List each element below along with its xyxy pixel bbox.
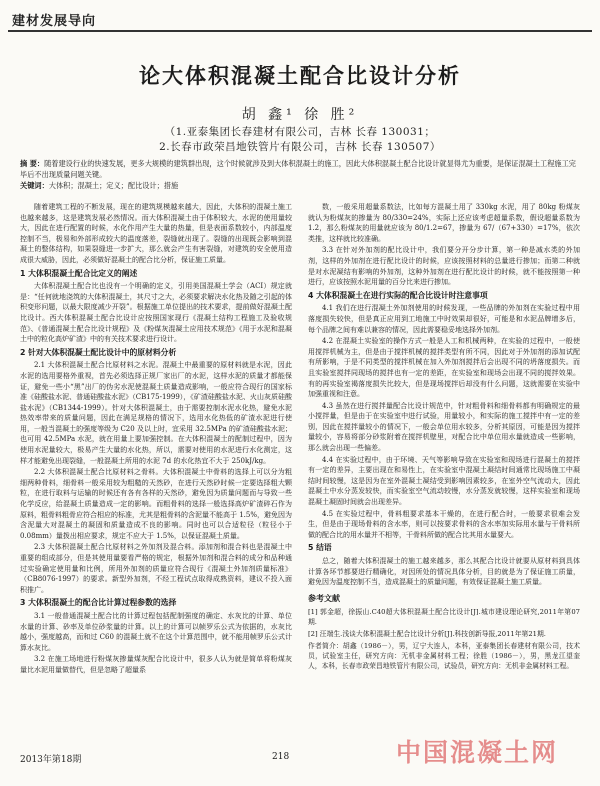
journal-tag: 建材发展导向 [12,14,97,29]
references-heading: 参考文献 [308,593,340,603]
body-paragraph: 3.2 在施工场地进行粉煤灰掺量煤灰配合比设计中，很多人认为就是简单将粉煤灰量比水泥用量做替代，但是忽略了超量系 [20,655,292,674]
issue-label: 2013年第18期 [20,755,82,765]
body-paragraph: 随着建筑工程的不断发展，现在的建筑规模越来越大，因此，大体积的混凝土施工也越来越多，这是建筑发展必然情况。而大体积混凝土由于体积较大，水泥的使用量较大，因此在进行配置的时候，水化作用产生大量的热量，但是表面系数较小，内部温度控制不当，极易和外部形成较大的温度落差，裂缝就出现了。裂缝的出现既会影响到混凝土的整体结构，如果裂缝进一步扩大，那么就会产生有害裂缝，对建筑的安全使用造成很大威胁，因此，必须做好混凝土的配合比分析，保证施工质量。 [20,203,292,264]
body-paragraph: 3.1 一般普通混凝土配合比的计算过程包括配制强度的确定、水灰比的计算、单位水量的计算、砂率及单位砂浆量的计算。以上的计算可以帧罗乐公式为依据的，水灰比越小，强度越高，而和过 C60 的混凝土就不在这个计算范围中，就不能用帧罗乐公式计算水灰比。 [20,611,292,652]
section-heading: 1 大体积混凝土配合比定义的阐述 [20,268,138,278]
reference-item: [2] 汪端生.浅谈大体积混凝土配合比设计分析[J].科技创新导报,2011年第21期. [308,630,546,639]
body-paragraph: 大体积混凝土配合比也没有一个明确的定义，引用美国混凝土学会（ACI）规定就是：“任何就地浇筑的大体积混凝土，其尺寸之大，必须要求解决水化热及随之引起的体积变形问题，以最大限度减少开裂”。根据施工单位提出的技术要求，提前做好混凝土配比设计。西大体积混凝土配合比设计应按照国家现行《混凝土结构工程施工及验收规范》、《普通混凝土配合比设计规程》及《粉煤灰混凝土应用技术规范》《用于水泥和混凝土中的粒化高炉矿渣》中的有关技术要求进行设计。 [20,282,292,344]
keywords-line [20,180,580,191]
abstract-line [20,158,580,180]
body-paragraph: 4.4 在实验过程中，由于环境、天气等影响导致在实验室和现场进行混凝土的搅拌有一定的差异，主要出现在和易性上，在实验室中混凝土凝结时间通常比现场施工中凝结时间较慢，这是因为在室外混凝土凝结受到影响因素较多，在室外空气流动大，因此混凝土中水分蒸发较快，而实验室空气流动较慢，水分蒸发就较慢，这样实验室和现场混凝土凝固时间就会出现差异。 [308,455,580,507]
reference-item: [1] 郭金超，徐振山.C40超大体积混凝土配合比设计[J].城市建设理论研究,2011年第07期. [308,608,580,627]
body-paragraph: 总之，随着大体积混凝土的施工越来越多，那么其配合比设计就要从原材料到具体计算各环节都要进行精确化，对因所处的情况具体分析，目的就是为了保证施工质量，避免因为温度控制不当，造成混凝土的质量问题，有效保证混凝土施工质量。 [308,557,580,587]
body-paragraph: 2.1 大体积混凝土配合比原材料之水泥。混凝土中最重要的原材料就是水泥，因此水泥的选用要格外重视，首先必须选择正规厂家出厂的水泥，这样水泥的质量才都能保证，避免一些小“黑”出厂的伪劣水泥使混凝土质量造成影响，一般应符合现行的国家标准《硅酸盐水泥、普通硅酸盐水泥》（CB175-1999），《矿渣硅酸盐水泥、火山灰质硅酸盐水泥》（CB1344-1999）。针对大体积混凝土，由于需要控制水泥水化热，避免水泥热效率带来的质量问题，因此在满足规格的情况下，选用水化热低的矿渣水泥进行使用，一般当混凝土的强度等级为 C20 及以上时，宜采用 32.5MPa 的矿渣硅酸盐水泥；也可用 42.5MPa 水泥，就在用量上要加强控制。在大体积混凝土的配制过程中，因为使用水泥量较大，极易产生大量的水化热，所以，需要对使用的水泥进行水化测定，这样才能避免出现裂缝，一般混凝土所用的水泥 7d 的水化热宜不大于 250kJ/kg。 [20,361,292,465]
body-paragraph: 4.3 虽然在进行搅拌量配合比设计规范中，针对粗骨料和细骨料都有明确规定的最小搅拌量，但是由于在实验室中进行试验，用量较小，和实际的施工搅拌中有一定的差别，因此在搅拌量较小的情况下，一般会单位用水较多，分析其原因，可能是因为搅拌量较小，容易将部分砂浆附着在搅拌机壁里，对配合比中单位用水量就造成一些影响，那么就会出现一些偏差。 [308,401,580,453]
keywords-text: 大体积；混凝土；定义；配比设计；措施 [48,181,179,190]
left-column [20,202,292,677]
keywords-label: 关键词： [20,181,49,190]
body-paragraph: 3.3 在针对外加剂的配比设计中，我们要分开分步计算，第一种是减水类的外加剂，这样的外加剂在进行配比设计的时候，应该按照材料的总量进行掺加；而第二种就是对水泥凝结有影响的外加剂，这种外加剂在进行配比设计的时候，就不能按照第一种进行，应该按照水泥用量的百分比来进行掺加。 [308,246,580,287]
page-number: 218 [272,752,290,762]
body-paragraph: 2.3 大体积混凝土配合比原材料之外加剂及混合料。添加剂和混合料也是混凝土中重要的组成部分，但是其使用量要看严格的规定，根据外加剂和混合料的成分和品种通过实验确定使用量和比例，所用外加剂的质量应符合现行《混凝土外加剂质量标准》（CB8076-1997）的要求。新型外加剂，不经工程试点取得成熟资料，建议不投入面积推广。 [20,543,292,594]
abstract-text: 随着建设行业的快速发展，更多大规模的建筑群出现，这个时候就涉及到大体积混凝土的施工，因此大体积混凝土配合比设计就显得尤为重要，是保证混凝土工程施工完毕后不出现质量问题关键。 [20,159,576,179]
body-paragraph: 数，一般采用超量系数法，比如每方混凝土用了 330kg 水泥，用了 80kg 粉煤灰就认为粉煤灰的掺量为 80/330=24%，实际上还应该考虑超量系数，假设超量系数为 1.2，那么粉煤灰的用量就应该为 80/1.2=67，掺量为 67/（67+330）=17%，依次类推，这样就比较准确。 [308,203,580,243]
body-paragraph: 2.2 大体积混凝土配合比原材料之骨料。大体积混凝土中骨料的选择上可以分为粗细两种骨料，细骨料一般采用较为粗糙的天然砂，在进行天然砂时候一定要选择粗大颗粒，在进行取料与运输的时候还有各有各样的天然砂，避免因为质量问题而与导致一些化学反应，给混凝土质量造成一定的影响。而粗骨料的选择一般选择高炉矿渣碎石作为原料，粗骨料粗骨应符合相应的标准，尤其是粗骨料的含泥量不能高于 1.5%，避免因为含泥量大对混凝土的凝固和质量造成不良的影响。同时也可以合适粒径（粒径小于 0.08mm）量拨出相应要求，规定不应大于 1.5%，以保证混凝土质量。 [20,468,293,540]
body-paragraph: 4.5 在实验过程中，骨料粗要求基本干燥的，在进行配合时，一般要求很难会发生，但是由于现场骨料的含水率，则可以按要求骨料的含水率加实际用水量与干骨料所做的配合比的用水量并不相等，干骨料所做的配合比其用水量要大。 [308,509,580,539]
author-bio: 作者简介：胡鑫（1986－），男，辽宁大连人，本科，亚泰集团长春建材有限公司，技术员，试验室主任，研究方向：无机非金属材料工程；徐胜（1986－），男，黑龙江望奎人，本科，长春市政荣昌地铁管片有限公司，试验员，研究方向：无机非金属材料工程。 [308,642,580,671]
abstract-label: 摘 要： [20,159,45,168]
section-heading: 2 针对大体积混凝土配比设计中的原材料分析 [20,347,177,357]
body-paragraph: 4.1 我们在进行混凝土外加剂使用的时候发现，一些品牌的外加剂在实验过程中用落度损失较快，但是真正应用到工地施工中时效果却很好，可能是和水泥品牌增多后，每个品牌之间有难以兼容的情况，因此需要稳妥地选择外加剂。 [308,304,580,334]
references-section [308,594,580,672]
abstract-block [20,158,580,191]
right-column-body [308,202,580,588]
body-paragraph: 4.2 在混凝土实验室的操作方式一般是人工和机械两种，在实验的过程中，一般使用搅拌机械为主，但是由于搅拌机械的搅拌类型有所不同，因此对于外加剂的添加试配有所影响，于是不同类型的搅拌机械在加入外加剂搅拌后会出现不同的坍落度损失。而且实验室搅拌同现场的搅拌也有一定的差距，在实验室和现场会出现不同的搅拌效果。有的再实验室褐落度损失比较大，但是现场搅拌后却没有什么问题，这就需要在实验中加强重视和注意。 [308,337,580,399]
section-heading: 4 大体积混凝土在进行实际的配合比设计时注意事项 [308,290,488,300]
article-authors: 胡 鑫¹ 徐 胜² [241,107,359,123]
affiliation-1: （1.亚泰集团长春建材有限公司，吉林 长春 130031； [164,126,436,138]
header-rule [8,30,592,32]
affiliation-2: 2.长春市政荣昌地铁管片有限公司，吉林 长春 130507） [159,141,441,153]
article-title: 论大体积混凝土配合比设计分析 [139,64,461,88]
section-heading: 3 大体积混凝土的配合比计算过程参数的选择 [20,598,177,608]
watermark-text: 中国混凝土网 [395,738,558,767]
right-column [308,202,580,673]
section-heading: 5 结语 [308,543,332,553]
